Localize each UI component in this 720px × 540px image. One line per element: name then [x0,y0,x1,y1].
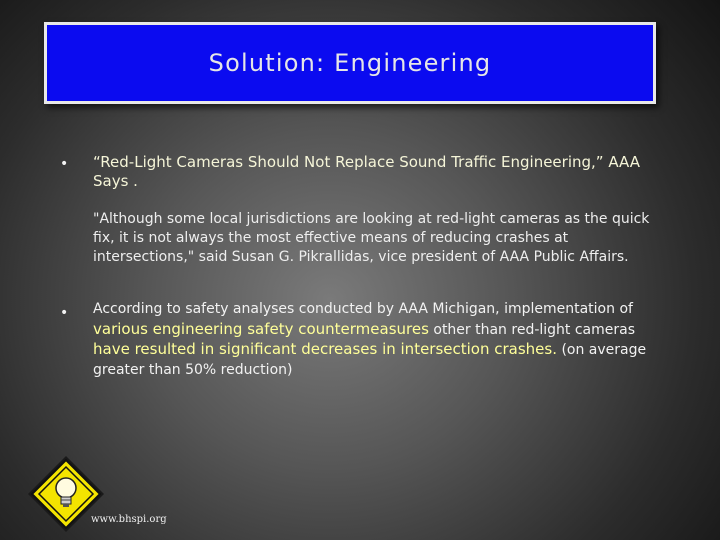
footer-url[interactable]: www.bhspi.org [91,514,167,525]
slide-title: Solution: Engineering [208,49,492,77]
bullet-2-text-part2: other than red-light cameras [428,321,636,338]
bullet-1 [93,153,663,267]
bullet-2 [93,300,663,380]
bullet-2-highlight-2: have resulted in significant decreases in intersection crashes. [93,340,557,358]
bullet-2-highlight-1: various engineering safety countermeasures [93,319,429,338]
bullet-1-quote: "Although some local jurisdictions are looking at red-light cameras as the quick fix, it is not always the most effective means of reducing crashes at intersections," said Susan G. Pikrallidas, vice president of AAA Public Affairs. [93,211,650,265]
bullet-marker-1: • [60,156,69,172]
bullet-2-text-part1: According to safety analyses conducted by AAA Michigan, implementation of [93,301,633,317]
bullet-2-text-part3: (on average greater than 50% reduction) [93,342,647,378]
bullet-marker-2: • [60,305,69,321]
bullet-1-headline: “Red-Light Cameras Should Not Replace Sound Traffic Engineering,” AAA Says . [93,153,640,190]
title-banner [44,22,656,104]
